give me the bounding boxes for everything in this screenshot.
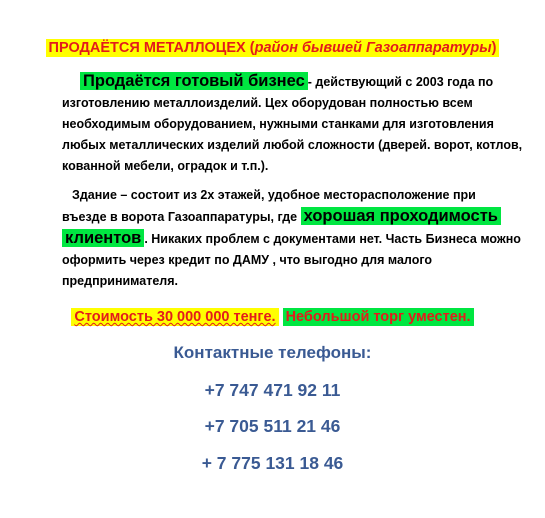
contacts-heading: Контактные телефоны: <box>173 343 372 362</box>
building-line-1 <box>62 185 532 206</box>
building-line-3 <box>62 228 532 250</box>
desc-line-1 <box>62 71 532 93</box>
phone-number-3: + 7 775 131 18 46 <box>201 453 344 473</box>
desc-line-2: изготовлению металлоизделий. Цех оборудован полностью всем <box>62 96 473 110</box>
building-line-2-start: въезде в ворота Газоаппаратуры, где <box>62 210 301 224</box>
desc-line-5: кованной мебели, оградок и т.п.). <box>62 159 269 173</box>
building-line-1-text: Здание – состоит из 2х этажей, удобное месторасположение при <box>72 188 476 202</box>
building-line-2 <box>62 206 532 228</box>
clients-highlight: клиентов <box>62 229 144 247</box>
title-location: район бывшей Газоаппаратуры <box>254 40 492 56</box>
phone-number-1: +7 747 471 92 11 <box>204 380 341 400</box>
title-highlight <box>46 39 500 57</box>
price-line <box>0 307 545 327</box>
building-line-5: предпринимателя. <box>62 274 178 288</box>
ad-title <box>0 38 545 58</box>
desc-line-4: любых металлических изделий любой сложности (дверей. ворот, котлов, <box>62 138 523 152</box>
building-line-4: оформить через кредит по ДАМУ , что выгодно для малого <box>62 253 433 267</box>
title-paren-close: ) <box>491 40 497 56</box>
title-paren-open: ( <box>249 40 255 56</box>
business-description <box>62 71 532 177</box>
desc-line-1-rest: - действующий с 2003 года по <box>307 75 494 89</box>
title-main: ПРОДАЁТСЯ МЕТАЛЛОЦЕХ <box>48 40 250 56</box>
traffic-highlight: хорошая проходимость <box>301 207 501 225</box>
price-bargain: Небольшой торг уместен. <box>283 308 474 326</box>
building-description <box>62 185 532 292</box>
building-line-3-rest: . Никаких проблем с документами нет. Часть Бизнеса можно <box>144 232 521 246</box>
price-cost: Стоимость 30 000 000 тенге. <box>71 308 278 326</box>
desc-line-3: необходимым оборудованием, нужными станками для изготовления <box>62 117 494 131</box>
business-highlight: Продаётся готовый бизнес <box>80 72 308 90</box>
phone-number-2: +7 705 511 21 46 <box>204 416 341 436</box>
